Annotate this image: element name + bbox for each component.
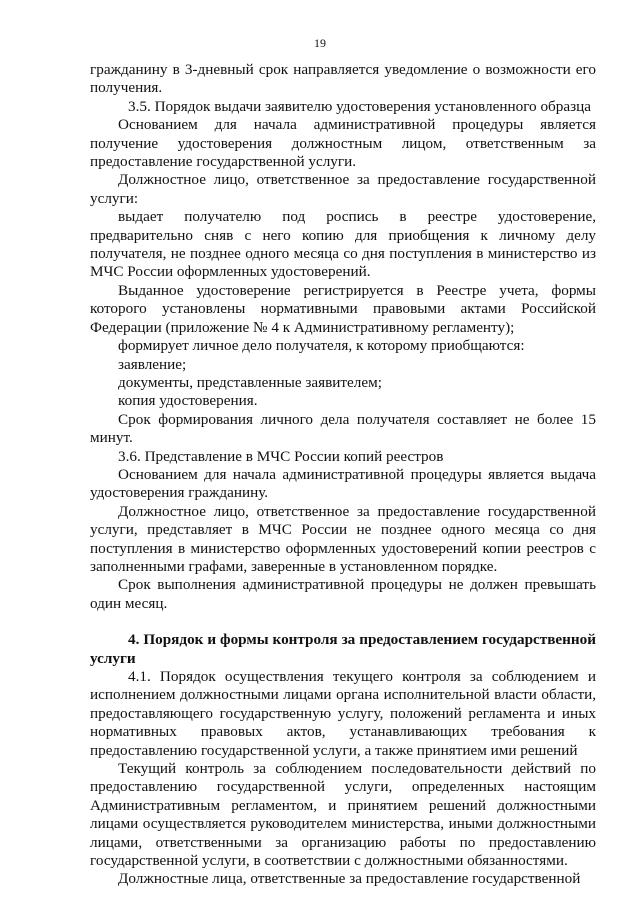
section-heading-4-1: 4.1. Порядок осуществления текущего контроля за соблюдением и исполнением должностными лицами органа исполнительной власти области, предоставляющего государственную услугу, положений регламента и иных нормативных правовых актов, устанавливающих требования к предоставлению государственной услуги, а также принятием ими решений bbox=[90, 668, 596, 759]
paragraph: Основанием для начала административной процедуры является выдача удостоверения гражданину. bbox=[90, 465, 596, 502]
document-body bbox=[90, 61, 596, 889]
page-number: 19 bbox=[314, 36, 326, 50]
section-heading-3-5: 3.5. Порядок выдачи заявителю удостоверения установленного образца bbox=[128, 97, 591, 115]
paragraph: гражданину в 3-дневный срок направляется уведомление о возможности его получения. bbox=[90, 61, 596, 97]
paragraph: Должностное лицо, ответственное за предоставление государственной услуги: bbox=[90, 171, 596, 207]
paragraph: Текущий контроль за соблюдением последовательности действий по предоставлению государственной услуги, определенных настоящим Административным регламентом, и принятием решений должностными лицами осуществляется руководителем министерства, иными должностными лицами, ответственными за организацию работы по предоставлению государственной услуги, в соответствии с должностными обязанностями. bbox=[90, 760, 596, 870]
paragraph: Выданное удостоверение регистрируется в Реестре учета, формы которого установлены нормативными правовыми актами Российской Федерации (приложение № 4 к Административному регламенту); bbox=[90, 281, 596, 336]
paragraph: Основанием для начала административной процедуры является получение удостоверения должностным лицом, ответственным за предоставление государственной услуги. bbox=[90, 116, 596, 171]
list-item: копия удостоверения. bbox=[118, 392, 258, 410]
list-item: формирует личное дело получателя, к которому приобщаются: bbox=[118, 337, 525, 355]
paragraph: Срок формирования личного дела получателя составляет не более 15 минут. bbox=[90, 410, 596, 447]
list-item: выдает получателю под роспись в реестре удостоверение, предварительно сняв с него копию для приобщения к личному делу получателя, не позднее одного месяца со дня поступления в министерство из МЧС России оформленных удостоверений. bbox=[90, 208, 596, 281]
section-heading-4: 4. Порядок и формы контроля за предоставлением государственной услуги bbox=[90, 631, 596, 667]
list-item: документы, представленные заявителем; bbox=[118, 373, 382, 391]
list-item: заявление; bbox=[118, 355, 187, 373]
paragraph: Срок выполнения административной процедуры не должен превышать один месяц. bbox=[90, 576, 596, 612]
section-heading-3-6: 3.6. Представление в МЧС России копий реестров bbox=[118, 447, 444, 465]
paragraph: Должностные лица, ответственные за предоставление государственной bbox=[118, 870, 581, 888]
paragraph: Должностное лицо, ответственное за предоставление государственной услуги, представляет в МЧС России не позднее одного месяца со дня поступления в министерство оформленных удостоверений копии реестров с заполненными графами, заверенные в установленном порядке. bbox=[90, 502, 596, 575]
